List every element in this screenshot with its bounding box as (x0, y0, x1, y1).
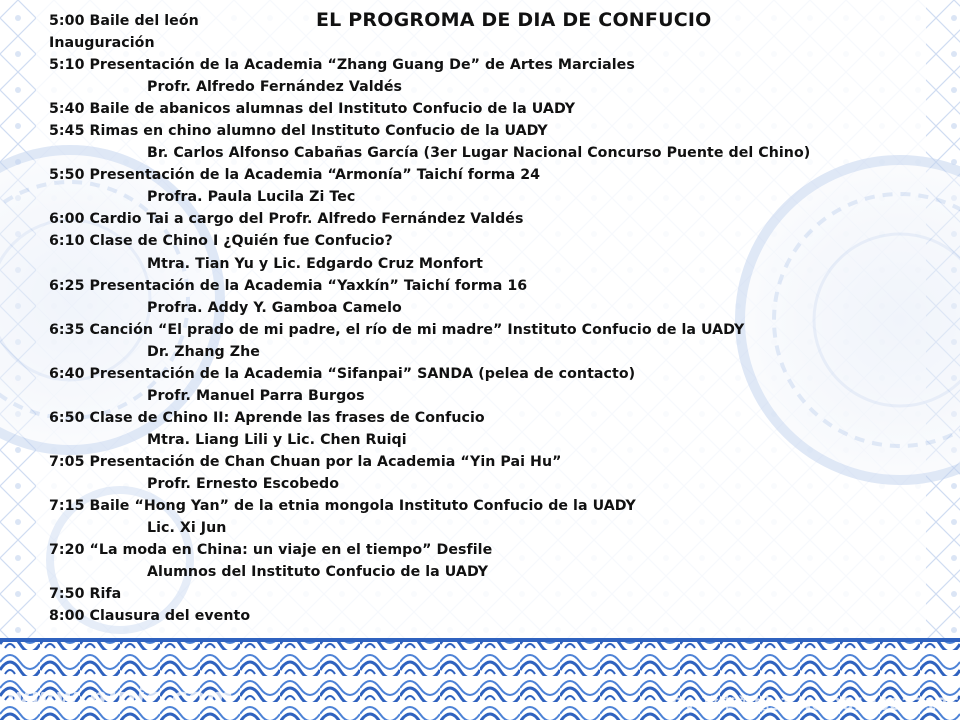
watermark-right: By:孜丰单相s1 No.20120613175 (670, 695, 960, 715)
program-presenter: Mtra. Tian Yu y Lic. Edgardo Cruz Monfort (147, 255, 483, 272)
program-presenter: Profr. Alfredo Fernández Valdés (147, 79, 402, 96)
program-presenter: Br. Carlos Alfonso Cabañas García (3er Lugar Nacional Concurso Puente del Chino) (147, 145, 811, 162)
program-item: 5:00 Baile del león (49, 13, 199, 29)
watermark-left: www.nipic.com (6, 683, 234, 713)
program-presenter: Dr. Zhang Zhe (147, 343, 260, 360)
program-presenter: Mtra. Liang Lili y Lic. Chen Ruiqi (147, 431, 407, 448)
program-presenter: Lic. Xi Jun (147, 520, 227, 537)
program-presenter: Profr. Ernesto Escobedo (147, 475, 340, 492)
program-item: 8:00 Clausura del evento (49, 608, 251, 625)
program-item: 6:25 Presentación de la Academia “Yaxkín” Taichí forma 16 (49, 277, 528, 294)
program-item: 6:50 Clase de Chino II: Aprende las frases de Confucio (49, 409, 485, 426)
program-item: 5:45 Rimas en chino alumno del Instituto Confucio de la UADY (49, 123, 548, 140)
program-presenter: Profr. Manuel Parra Burgos (147, 387, 365, 404)
program-item: 6:10 Clase de Chino I ¿Quién fue Confucio? (49, 233, 393, 250)
program-item: 6:00 Cardio Tai a cargo del Profr. Alfredo Fernández Valdés (49, 211, 524, 228)
program-item: 6:35 Canción “El prado de mi padre, el río de mi madre” Instituto Confucio de la UADY (49, 321, 745, 338)
page-title: EL PROGROMA DE DIA DE CONFUCIO (316, 9, 712, 31)
program-list (49, 10, 929, 627)
program-item: 5:50 Presentación de la Academia “Armonía” Taichí forma 24 (49, 167, 541, 184)
program-presenter: Alumnos del Instituto Confucio de la UADY (147, 564, 489, 581)
program-item: 6:40 Presentación de la Academia “Sifanpai” SANDA (pelea de contacto) (49, 365, 636, 382)
program-presenter: Profra. Paula Lucila Zi Tec (147, 189, 356, 206)
program-item: 7:50 Rifa (49, 586, 122, 603)
program-item: 5:40 Baile de abanicos alumnas del Instituto Confucio de la UADY (49, 101, 576, 118)
program-presenter: Profra. Addy Y. Gamboa Camelo (147, 299, 402, 316)
program-item: Inauguración (49, 35, 155, 52)
program-item: 7:20 “La moda en China: un viaje en el tiempo” Desfile (49, 542, 493, 559)
program-item: 5:10 Presentación de la Academia “Zhang Guang De” de Artes Marciales (49, 57, 635, 74)
program-item: 7:15 Baile “Hong Yan” de la etnia mongola Instituto Confucio de la UADY (49, 498, 636, 515)
program-item: 7:05 Presentación de Chan Chuan por la Academia “Yin Pai Hu” (49, 453, 562, 470)
